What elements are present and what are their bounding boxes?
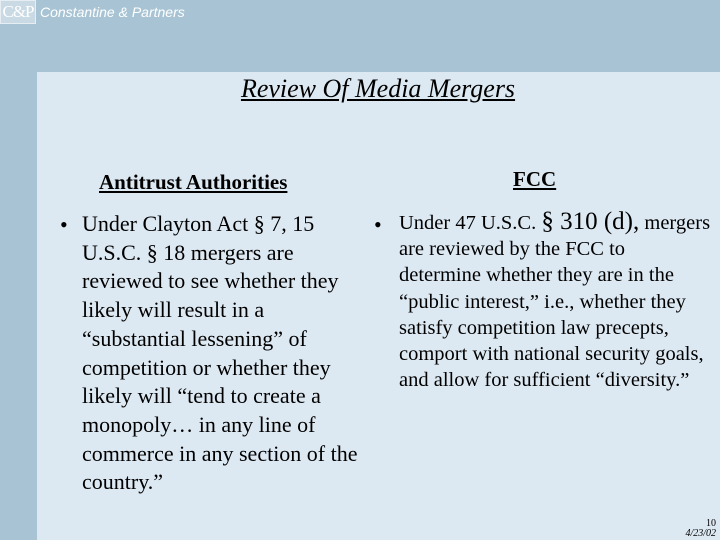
- right-column-heading: FCC: [513, 167, 557, 191]
- left-frame-strip: [0, 36, 37, 540]
- right-bullet-lead: Under 47 U.S.C.: [399, 212, 542, 234]
- left-column-heading: Antitrust Authorities: [99, 170, 288, 194]
- left-bullet-text: Under Clayton Act § 7, 15 U.S.C. § 18 mergers are reviewed to see whether they likely will result in a “substantial lessening” of competition or whether they likely will “tend to create a monopoly… in any line of commerce in any section of the country.”: [82, 211, 358, 495]
- page-number: 10: [706, 518, 716, 529]
- frame-band: [0, 36, 720, 72]
- firm-name: Constantine & Partners: [40, 4, 185, 20]
- right-bullet-marker: •: [374, 212, 382, 237]
- right-bullet-section: § 310 (d),: [541, 208, 640, 235]
- slide-title: Review Of Media Mergers: [240, 74, 516, 103]
- right-bullet-rest: mergers are reviewed by the FCC to determine whether they are in the “public interest,” i.e., whether they satisfy competition law precepts, comport with national security goals, and allow for sufficient “diversity.”: [399, 212, 711, 392]
- page-date: 4/23/02: [685, 528, 716, 539]
- left-bullet-marker: •: [60, 212, 68, 237]
- right-bullet-text: [399, 209, 711, 393]
- firm-logo: C&P: [0, 0, 36, 24]
